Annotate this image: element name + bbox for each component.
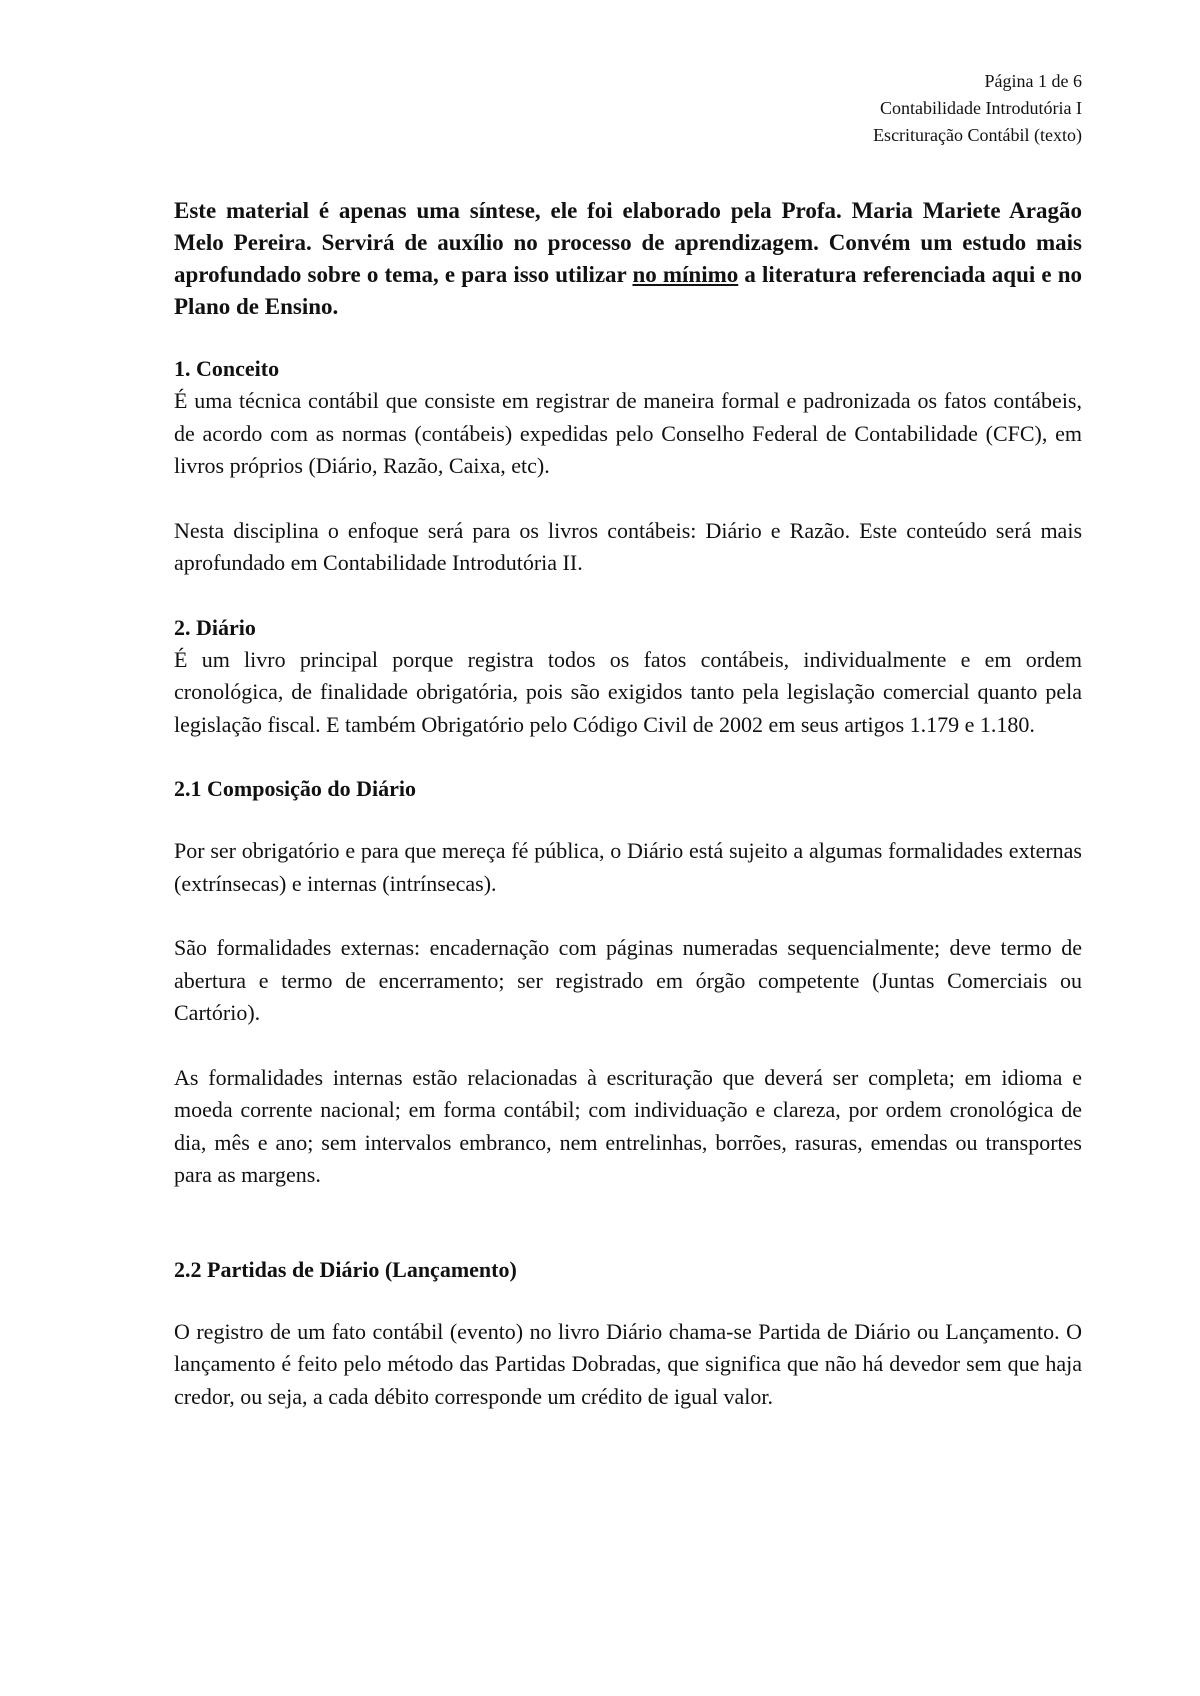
intro-text-end: a literatura referenciada aqui e no Plano de Ensino. [174,262,1082,319]
partidas-paragraph-1: O registro de um fato contábil (evento) no livro Diário chama-se Partida de Diário ou Lançamento. O lançamento é feito pelo método das Partidas Dobradas, que significa que não há devedor sem que haja credor, ou seja, a cada débito corresponde um crédito de igual valor. [174,1318,1082,1409]
section-heading-conceito: 1. Conceito [174,356,280,381]
section-heading-composicao: 2.1 Composição do Diário [174,776,416,801]
section-heading-partidas: 2.2 Partidas de Diário (Lançamento) [174,1256,517,1282]
page-number: Página 1 de 6 [984,71,1082,91]
intro-underlined: no mínimo [632,262,739,287]
conceito-paragraph-1: É uma técnica contábil que consiste em registrar de maneira formal e padronizada os fatos contábeis, de acordo com as normas (contábeis) expedidas pelo Conselho Federal de Contabilidade (CFC), em livros próprios (Diário, Razão, Caixa, etc). [174,388,1082,478]
section-heading-diario: 2. Diário [174,614,256,640]
intro-text-start: Este material é apenas uma síntese, ele foi elaborado pela Profa. Maria Mariete Aragão Melo Pereira. Servirá de auxílio no processo de aprendizagem. Convém um estudo mais aprofundado sobre o tema, e para isso utilizar [174,198,1082,287]
composicao-paragraph-1: Por ser obrigatório e para que mereça fé pública, o Diário está sujeito a algumas formalidades externas (extrínsecas) e internas (intrínsecas). [174,838,1082,896]
page-header [873,68,1082,149]
course-name: Contabilidade Introdutória I [880,98,1082,118]
topic-name: Escrituração Contábil (texto) [873,125,1082,145]
document-body [174,195,1082,1413]
intro-paragraph [174,195,1082,323]
composicao-paragraph-2: São formalidades externas: encadernação com páginas numeradas sequencialmente; deve termo de abertura e termo de encerramento; ser registrado em órgão competente (Juntas Comerciais ou Cartório). [174,935,1082,1025]
diario-paragraph-1: É um livro principal porque registra todos os fatos contábeis, individualmente e em ordem cronológica, de finalidade obrigatória, pois são exigidos tanto pela legislação comercial quanto pela legislação fiscal. E também Obrigatório pelo Código Civil de 2002 em seus artigos 1.179 e 1.180. [174,646,1082,737]
conceito-paragraph-2: Nesta disciplina o enfoque será para os livros contábeis: Diário e Razão. Este conteúdo será mais aprofundado em Contabilidade Introdutória II. [174,517,1082,575]
composicao-paragraph-3: As formalidades internas estão relacionadas à escrituração que deverá ser completa; em idioma e moeda corrente nacional; em forma contábil; com individuação e clareza, por ordem cronológica de dia, mês e ano; sem intervalos embranco, nem entrelinhas, borrões, rasuras, emendas ou transportes para as margens. [174,1064,1082,1187]
